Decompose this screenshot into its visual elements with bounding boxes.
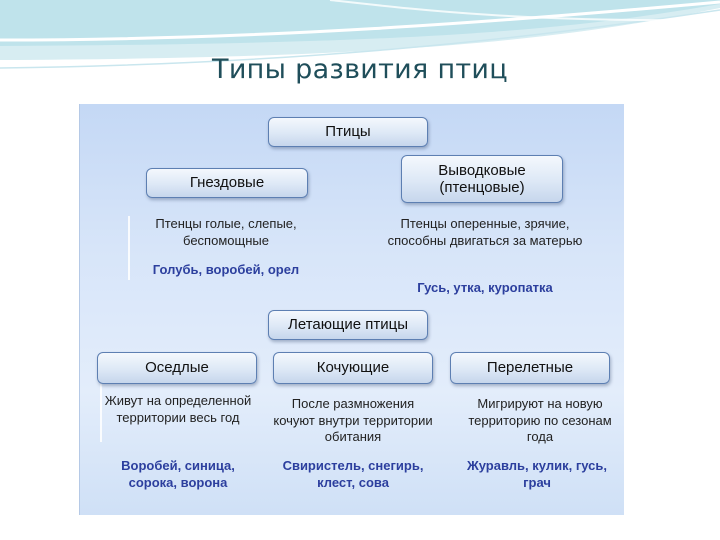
migratory-description: Мигрируют на новую территорию по сезонам года bbox=[468, 396, 612, 445]
diagram-panel bbox=[79, 104, 624, 515]
brood-description: Птенцы оперенные, зрячие, способны двигаться за матерью bbox=[387, 216, 583, 248]
migratory-box bbox=[450, 352, 610, 384]
birds-root-box bbox=[268, 117, 428, 147]
nesting-label: Гнездовые bbox=[189, 174, 265, 192]
sedentary-label: Оседлые bbox=[145, 359, 209, 377]
brood-label: Выводковые (птенцовые) bbox=[438, 161, 526, 196]
nomadic-description: После размножения кочуют внутри территории обитания bbox=[273, 396, 433, 445]
nomadic-box bbox=[273, 352, 433, 384]
migratory-label: Перелетные bbox=[486, 359, 574, 377]
nesting-box bbox=[146, 168, 308, 198]
sedentary-examples: Воробей, синица, сорока, ворона bbox=[121, 458, 235, 490]
slide-title: Типы развития птиц bbox=[212, 54, 508, 85]
nomadic-examples: Свиристель, снегирь, клест, сова bbox=[282, 458, 424, 490]
nomadic-label: Кочующие bbox=[316, 359, 390, 377]
brood-examples: Гусь, утка, куропатка bbox=[417, 280, 553, 295]
migratory-examples: Журавль, кулик, гусь, грач bbox=[467, 458, 607, 490]
sedentary-box bbox=[97, 352, 257, 384]
flying-root-box bbox=[268, 310, 428, 340]
nesting-examples: Голубь, воробей, орел bbox=[152, 262, 300, 277]
nesting-description: Птенцы голые, слепые, беспомощные bbox=[155, 216, 297, 248]
flying-root-label: Летающие птицы bbox=[288, 316, 408, 334]
sedentary-description: Живут на определенной территории весь год bbox=[104, 393, 252, 425]
brood-box bbox=[401, 155, 563, 203]
birds-root-label: Птицы bbox=[325, 123, 371, 141]
